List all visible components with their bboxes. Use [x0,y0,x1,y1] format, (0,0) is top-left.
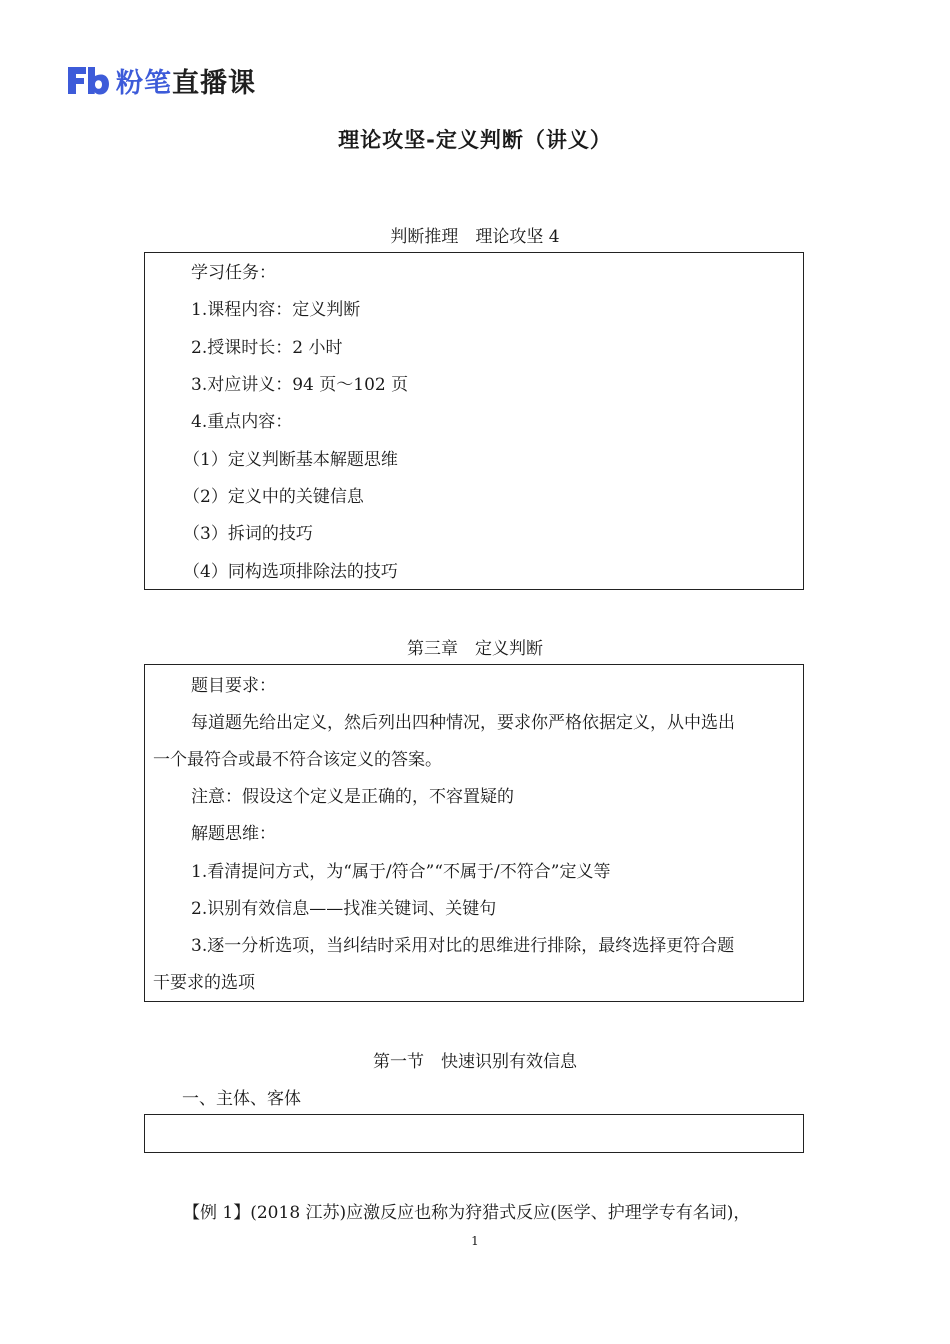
task-subitem: （3）拆词的技巧 [183,524,313,544]
section-heading: 第一节 快速识别有效信息 [373,1052,577,1072]
example-text: (2018 江苏)应激反应也称为狩猎式反应(医学、护理学专有名词)， [250,1203,751,1223]
task-subitem: （4）同构选项排除法的技巧 [183,562,398,582]
chapter-requirements-box [144,664,804,1002]
module-heading: 判断推理 理论攻坚 4 [390,227,560,247]
thinking-header: 解题思维： [191,824,276,844]
empty-note-box [144,1114,804,1153]
requirement-text: 一个最符合或最不符合该定义的答案。 [153,750,442,770]
thinking-item: 1.看清提问方式，为“属于/符合”“不属于/不符合”定义等 [191,862,611,882]
brand-product: 直播课 [172,67,256,99]
example-label: 【例 1】 [183,1203,251,1223]
example-line [183,1198,750,1223]
thinking-item: 3.逐一分析选项，当纠结时采用对比的思维进行排除，最终选择更符合题 [191,936,735,956]
task-subitem: （2）定义中的关键信息 [183,487,364,507]
requirement-text: 每道题先给出定义，然后列出四种情况，要求你严格依据定义，从中选出 [191,713,735,733]
section-item: 一、主体、客体 [182,1089,301,1109]
task-line: 3.对应讲义：94 页～102 页 [191,375,409,395]
task-line: 2.授课时长：2 小时 [191,338,343,358]
page-number: 1 [471,1234,479,1248]
tasks-header: 学习任务： [191,263,276,283]
learning-tasks-box [144,252,804,590]
thinking-item: 干要求的选项 [153,973,255,993]
requirement-header: 题目要求： [191,676,276,696]
task-subitem: （1）定义判断基本解题思维 [183,450,398,470]
chapter-heading: 第三章 定义判断 [407,639,543,659]
brand-name: 粉笔 [116,67,172,99]
thinking-item: 2.识别有效信息——找准关键词、关键句 [191,899,497,919]
task-line: 1.课程内容：定义判断 [191,300,361,320]
document-title: 理论攻坚-定义判断（讲义） [338,128,612,152]
note-text: 注意：假设这个定义是正确的，不容置疑的 [191,787,514,807]
fb-logo-icon [66,63,110,97]
brand-logo [66,60,256,100]
task-line: 4.重点内容： [191,412,293,432]
